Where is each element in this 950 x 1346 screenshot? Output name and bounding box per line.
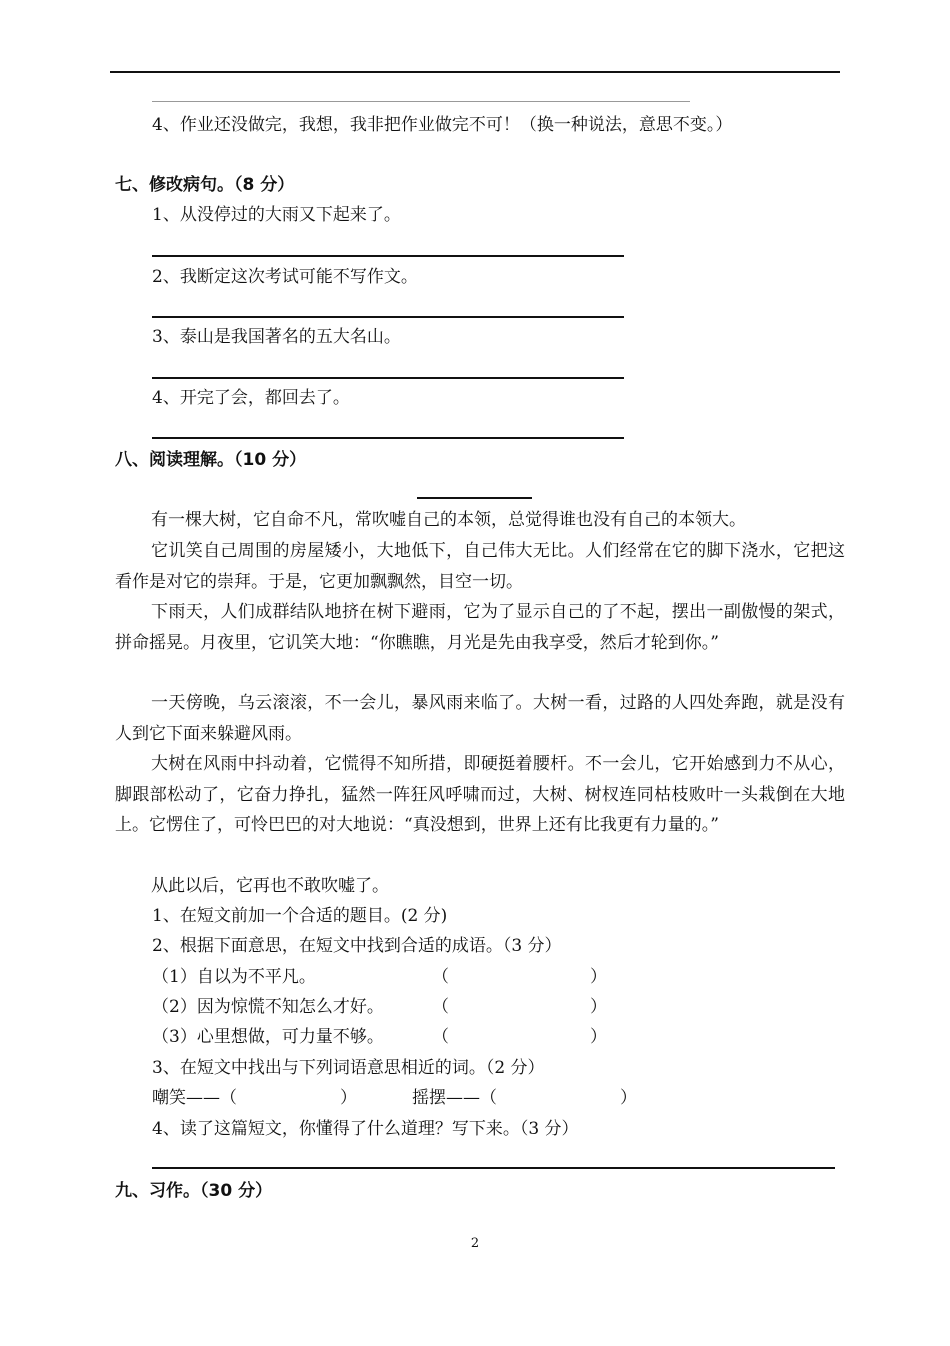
synonym-close-b: ） [620,1088,637,1108]
answer-line-3[interactable] [152,377,624,379]
answer-line-2[interactable] [152,316,624,318]
question-1: 1、在短文前加一个合适的题目。(2 分) [152,906,448,926]
idiom-answer-open-3[interactable]: （ [432,1027,449,1047]
passage-paragraph-2: 它讥笑自己周围的房屋矮小，大地低下，自己伟大无比。人们经常在它的脚下浇水，它把这看作是对它的崇拜。于是，它更加飘飘然，目空一切。 [115,541,845,592]
passage-paragraph-1: 有一棵大树，它自命不凡，常吹嘘自己的本领，总觉得谁也没有自己的本领大。 [151,510,746,530]
idiom-item-1: （1）自以为不平凡。 [152,967,316,987]
synonym-item-a[interactable]: 嘲笑——（ [152,1088,237,1108]
sentence-item-3: 3、泰山是我国著名的五大名山。 [152,327,401,347]
synonym-item-b[interactable]: 摇摆——（ [412,1088,497,1108]
passage-paragraph-3: 下雨天，人们成群结队地挤在树下避雨，它为了显示自己的了不起，摆出一副傲慢的架式，拼命摇晃。月夜里，它讥笑大地：“你瞧瞧，月光是先由我享受，然后才轮到你。” [115,602,845,653]
passage-paragraph-5: 大树在风雨中抖动着，它慌得不知所措，即硬挺着腰杆。不一会儿，它开始感到力不从心，脚跟部松动了，它奋力挣扎，猛然一阵狂风呼啸而过，大树、树杈连同枯枝败叶一头栽倒在大地上。它愣住了，可怜巴巴的对大地说：“真没想到，世界上还有比我更有力量的。” [115,754,845,835]
sentence-item-1: 1、从没停过的大雨又下起来了。 [152,205,401,225]
passage-paragraph-6: 从此以后，它再也不敢吹嘘了。 [151,876,389,896]
answer-line-previous [152,101,690,102]
idiom-answer-close-2: ） [590,997,607,1017]
sentence-item-2: 2、我断定这次考试可能不写作文。 [152,267,418,287]
answer-line-q4[interactable] [152,1167,835,1169]
question-4: 4、读了这篇短文，你懂得了什么道理？写下来。（3 分） [152,1119,579,1139]
sentence-item-4: 4、开完了会，都回去了。 [152,388,350,408]
page-number: 2 [470,1236,480,1251]
answer-line-1[interactable] [152,255,624,257]
question-3: 3、在短文中找出与下列词语意思相近的词。（2 分） [152,1058,545,1078]
question-rewrite-4: 4、作业还没做完，我想，我非把作业做完不可！（换一种说法，意思不变。） [152,115,733,135]
section-7-heading: 七、修改病句。（8 分） [115,175,295,195]
question-2: 2、根据下面意思，在短文中找到合适的成语。（3 分） [152,936,562,956]
idiom-item-2: （2）因为惊慌不知怎么才好。 [152,997,384,1017]
idiom-answer-close-1: ） [590,967,607,987]
synonym-close-a: ） [340,1088,357,1108]
section-9-heading: 九、习作。（30 分） [115,1181,273,1201]
idiom-answer-open-2[interactable]: （ [432,997,449,1017]
passage-paragraph-4: 一天傍晚，乌云滚滚，不一会儿，暴风雨来临了。大树一看，过路的人四处奔跑，就是没有人到它下面来躲避风雨。 [115,693,845,744]
idiom-answer-open-1[interactable]: （ [432,967,449,987]
title-blank-line[interactable] [417,497,532,499]
header-rule [110,71,840,73]
idiom-item-3: （3）心里想做，可力量不够。 [152,1027,384,1047]
idiom-answer-close-3: ） [590,1027,607,1047]
answer-line-4[interactable] [152,437,624,439]
section-8-heading: 八、阅读理解。（10 分） [115,450,307,470]
